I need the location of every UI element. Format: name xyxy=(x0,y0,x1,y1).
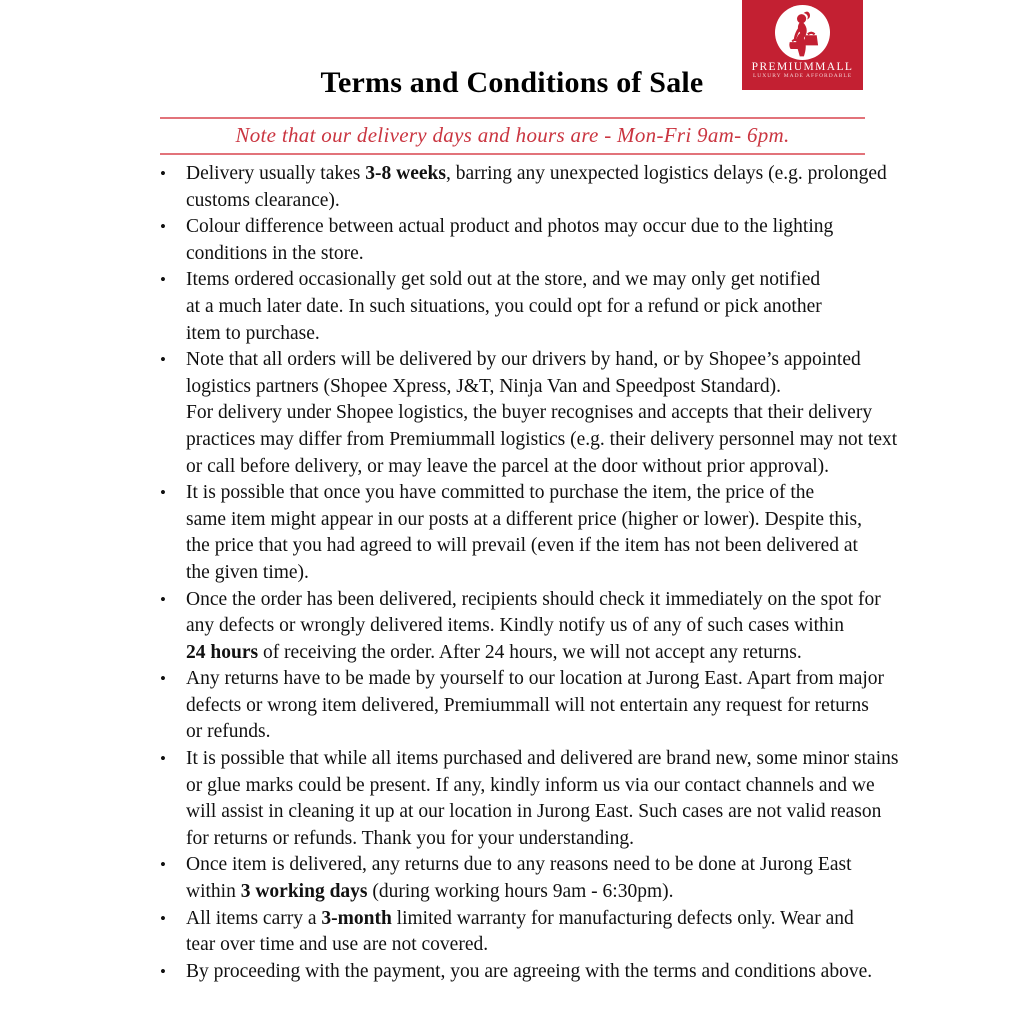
term-line: item to purchase. xyxy=(186,322,320,344)
term-line: tear over time and use are not covered. xyxy=(186,934,489,956)
woman-with-shopping-bags-icon xyxy=(775,5,830,60)
delivery-note-banner xyxy=(160,117,865,155)
delivery-note-text: Note that our delivery days and hours are - Mon-Fri 9am- 6pm. xyxy=(235,123,790,147)
term-line: Items ordered occasionally get sold out at the store, and we may only get notified xyxy=(186,269,821,291)
term-item xyxy=(160,347,898,480)
term-text xyxy=(186,666,885,746)
bullet-icon: • xyxy=(160,908,166,928)
term-text xyxy=(186,267,872,347)
term-line: or refunds. xyxy=(186,721,271,743)
bullet-icon: • xyxy=(160,164,166,183)
bullet-icon: • xyxy=(160,270,166,290)
term-line: customs clearance). xyxy=(186,189,340,211)
logo-tagline: LUXURY MADE AFFORDABLE xyxy=(752,73,853,79)
term-line: It is possible that while all items purchased and delivered are brand new, some minor stains xyxy=(186,748,899,770)
term-line: Note that all orders will be delivered by our drivers by hand, or by Shopee’s appointed xyxy=(186,349,861,371)
term-line: defects or wrong item delivered, Premiummall will not entertain any request for returns xyxy=(186,694,869,716)
term-line: Once the order has been delivered, recipients should check it immediately on the spot for xyxy=(186,588,881,610)
logo-circle xyxy=(775,5,830,60)
term-line: 24 hours of receiving the order. After 24 hours, we will not accept any returns. xyxy=(186,641,802,663)
term-text xyxy=(186,214,872,267)
bullet-icon: • xyxy=(160,669,166,689)
term-text xyxy=(186,347,898,480)
term-item xyxy=(160,161,887,214)
term-line: the given time). xyxy=(186,561,309,583)
term-item xyxy=(160,852,872,905)
term-line: logistics partners (Shopee Xpress, J&T, Ninja Van and Speedpost Standard). xyxy=(186,375,782,397)
term-line: same item might appear in our posts at a different price (higher or lower). Despite this, xyxy=(186,508,862,530)
term-text xyxy=(186,161,887,214)
term-text xyxy=(186,906,872,959)
term-line: within 3 working days (during working hours 9am - 6:30pm). xyxy=(186,881,674,903)
term-line: Any returns have to be made by yourself to our location at Jurong East. Apart from major xyxy=(186,668,885,690)
term-line: at a much later date. In such situations, you could opt for a refund or pick another xyxy=(186,295,822,317)
bullet-icon: • xyxy=(160,483,166,503)
term-item xyxy=(160,267,872,347)
term-line: conditions in the store. xyxy=(186,242,364,264)
logo-brand-name: PREMIUMMALL xyxy=(751,61,854,73)
term-line: It is possible that once you have committed to purchase the item, the price of the xyxy=(186,482,815,504)
term-item xyxy=(160,746,899,852)
term-line: for returns or refunds. Thank you for your understanding. xyxy=(186,827,635,849)
term-line: practices may differ from Premiummall logistics (e.g. their delivery personnel may not text xyxy=(186,428,898,450)
term-line: Once item is delivered, any returns due to any reasons need to be done at Jurong East xyxy=(186,854,852,876)
term-line: the price that you had agreed to will prevail (even if the item has not been delivered at xyxy=(186,535,858,557)
page-title: Terms and Conditions of Sale xyxy=(320,66,704,99)
bullet-icon: • xyxy=(160,350,166,370)
term-text xyxy=(186,746,899,852)
term-line: Delivery usually takes 3-8 weeks, barring any unexpected logistics delays (e.g. prolonged xyxy=(186,163,887,184)
term-item xyxy=(160,906,872,959)
term-line: or glue marks could be present. If any, kindly inform us via our contact channels and we xyxy=(186,774,875,796)
term-text xyxy=(186,852,872,905)
term-line: All items carry a 3-month limited warranty for manufacturing defects only. Wear and xyxy=(186,907,854,929)
bullet-icon: • xyxy=(160,749,166,769)
term-line: For delivery under Shopee logistics, the buyer recognises and accepts that their delivery xyxy=(186,402,873,424)
term-item xyxy=(160,480,872,586)
term-item xyxy=(160,214,872,267)
terms-list xyxy=(160,161,899,985)
term-line: any defects or wrongly delivered items. Kindly notify us of any of such cases within xyxy=(186,615,844,637)
term-item xyxy=(160,666,885,746)
term-item xyxy=(160,587,881,667)
bullet-icon: • xyxy=(160,589,166,609)
term-text xyxy=(186,587,881,667)
term-item xyxy=(160,959,872,986)
term-text xyxy=(186,959,872,986)
term-line: Colour difference between actual product and photos may occur due to the lighting xyxy=(186,216,834,238)
bullet-icon: • xyxy=(160,961,166,981)
term-line: By proceeding with the payment, you are agreeing with the terms and conditions above. xyxy=(186,960,873,982)
term-line: will assist in cleaning it up at our location in Jurong East. Such cases are not valid reason xyxy=(186,801,882,823)
bullet-icon: • xyxy=(160,855,166,875)
bullet-icon: • xyxy=(160,217,166,237)
term-line: or call before delivery, or may leave the parcel at the door without prior approval). xyxy=(186,455,830,477)
term-text xyxy=(186,480,872,586)
